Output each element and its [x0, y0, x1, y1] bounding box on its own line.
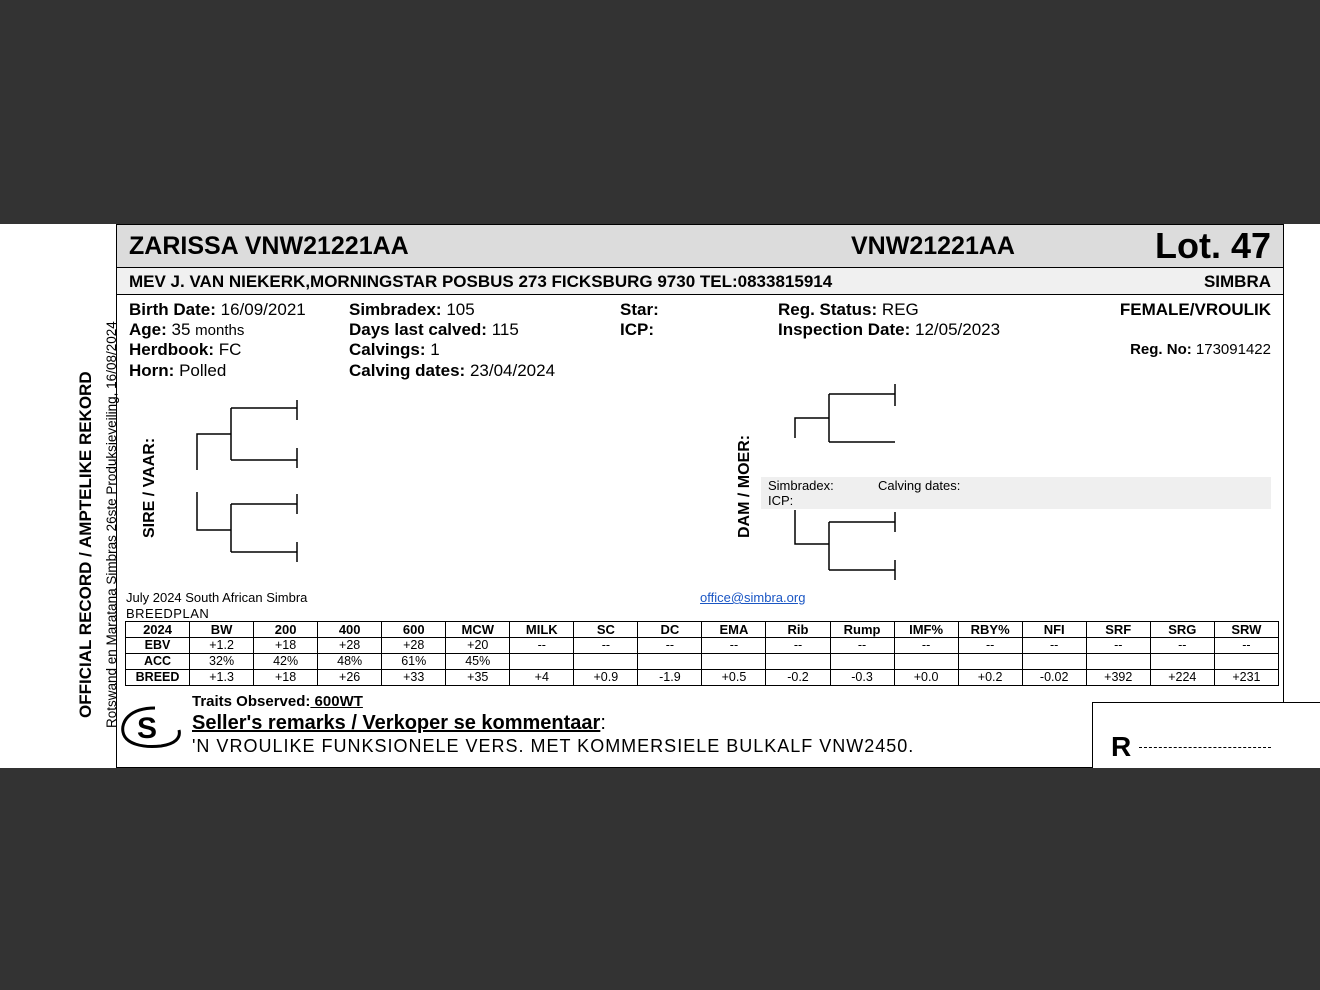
svg-text:S: S	[137, 712, 158, 745]
ebv-cell: 42%	[254, 654, 318, 670]
ebv-cell: -0.02	[1022, 670, 1086, 686]
ebv-cell: --	[1086, 638, 1150, 654]
simbradex: Simbradex: 105	[349, 300, 475, 319]
ebv-header-cell: IMF%	[894, 622, 958, 638]
dam-label: DAM / MOER:	[736, 434, 753, 538]
remarks-title: Seller's remarks / Verkoper se kommentaar:	[192, 712, 606, 734]
reg-status: Reg. Status: REG	[778, 300, 919, 319]
ebv-header-cell: 2024	[126, 622, 190, 638]
reg-no: Reg. No: 173091422	[1130, 341, 1271, 358]
ebv-cell: 45%	[446, 654, 510, 670]
traits-observed: Traits Observed: 600WT	[192, 693, 363, 710]
icp: ICP:	[620, 320, 654, 339]
ebv-cell: --	[702, 638, 766, 654]
ebv-cell: --	[830, 638, 894, 654]
ebv-cell: --	[510, 638, 574, 654]
ebv-header-cell: SRW	[1214, 622, 1278, 638]
ebv-cell: --	[766, 638, 830, 654]
inspection-date: Inspection Date: 12/05/2023	[778, 320, 1001, 339]
calving-dates: Calving dates: 23/04/2024	[349, 361, 556, 380]
birth-date: Birth Date: 16/09/2021	[129, 300, 306, 319]
dam-icp: ICP:	[768, 493, 794, 508]
remarks-text: 'N VROULIKE FUNKSIONELE VERS. MET KOMMERSIELE BULKALF VNW2450.	[192, 736, 915, 756]
ebv-cell: --	[1150, 638, 1214, 654]
ebv-header-cell: Rump	[830, 622, 894, 638]
ebv-cell: +18	[254, 670, 318, 686]
ebv-cell	[510, 654, 574, 670]
price-box	[1092, 702, 1320, 768]
ebv-row	[126, 638, 1279, 654]
ebv-cell: +4	[510, 670, 574, 686]
ebv-cell	[1150, 654, 1214, 670]
ebv-cell: +28	[382, 638, 446, 654]
ebv-cell: +224	[1150, 670, 1214, 686]
ebv-header-cell: MILK	[510, 622, 574, 638]
ebv-cell: +1.2	[190, 638, 254, 654]
herdbook: Herdbook: FC	[129, 340, 242, 359]
ebv-cell	[830, 654, 894, 670]
ebv-header-cell: NFI	[1022, 622, 1086, 638]
lot-number: Lot. 47	[1154, 225, 1271, 266]
ebv-cell	[702, 654, 766, 670]
ebv-header-cell: RBY%	[958, 622, 1022, 638]
ebv-row-label: BREED	[126, 670, 190, 686]
sire-pedigree-lines	[193, 396, 303, 566]
dam-calving-dates: Calving dates:	[878, 478, 961, 493]
ebv-cell	[638, 654, 702, 670]
ebv-row	[126, 670, 1279, 686]
email-link[interactable]: office@simbra.org	[700, 590, 806, 605]
animal-code: VNW21221AA	[851, 232, 1015, 260]
lot-card	[0, 224, 1320, 768]
ebv-cell: --	[958, 638, 1022, 654]
ebv-cell: +18	[254, 638, 318, 654]
ebv-cell: --	[1022, 638, 1086, 654]
ebv-cell: 32%	[190, 654, 254, 670]
owner-details: MEV J. VAN NIEKERK,MORNINGSTAR POSBUS 273 FICKSBURG 9730 TEL:0833815914	[129, 272, 833, 291]
ebv-header-cell: SRF	[1086, 622, 1150, 638]
ebv-cell: +0.5	[702, 670, 766, 686]
ebv-header-cell: 400	[318, 622, 382, 638]
ebv-cell: +33	[382, 670, 446, 686]
data-source: July 2024 South African Simbra	[126, 590, 308, 605]
ebv-table	[125, 621, 1279, 686]
sex-label: FEMALE/VROULIK	[1119, 300, 1271, 319]
ebv-cell: -1.9	[638, 670, 702, 686]
breedplan-label: BREEDPLAN	[126, 606, 210, 621]
ebv-cell	[1086, 654, 1150, 670]
age: Age: 35 months	[129, 320, 245, 339]
ebv-cell: +1.3	[190, 670, 254, 686]
ebv-cell	[1022, 654, 1086, 670]
ebv-header-cell: DC	[638, 622, 702, 638]
ebv-cell: +0.2	[958, 670, 1022, 686]
owner-bar	[117, 268, 1283, 295]
ebv-header-cell: Rib	[766, 622, 830, 638]
card-main	[116, 224, 1284, 768]
ebv-cell: +28	[318, 638, 382, 654]
ebv-cell: +0.9	[574, 670, 638, 686]
ebv-cell: -0.2	[766, 670, 830, 686]
ebv-row-label: ACC	[126, 654, 190, 670]
side-panel	[0, 224, 119, 768]
ebv-row	[126, 654, 1279, 670]
dam-pedigree-bottom-lines	[791, 510, 901, 582]
ebv-header-row	[126, 622, 1279, 638]
ebv-cell: --	[574, 638, 638, 654]
header-bar	[117, 224, 1283, 268]
star: Star:	[620, 300, 659, 319]
sale-name-label: Rotswand en Maratana Simbras 26ste Produksieveiling, 16/08/2024	[104, 321, 119, 728]
ebv-cell	[958, 654, 1022, 670]
breed-label: SIMBRA	[1203, 272, 1271, 291]
ebv-cell: +35	[446, 670, 510, 686]
horn: Horn: Polled	[129, 361, 227, 380]
ebv-header-cell: 600	[382, 622, 446, 638]
sire-label: SIRE / VAAR:	[141, 437, 158, 538]
official-record-label: OFFICIAL RECORD / AMPTELIKE REKORD	[76, 371, 95, 718]
ebv-header-cell: MCW	[446, 622, 510, 638]
calvings: Calvings: 1	[349, 340, 440, 359]
ebv-header-cell: SRG	[1150, 622, 1214, 638]
ebv-cell: -0.3	[830, 670, 894, 686]
ebv-header-cell: EMA	[702, 622, 766, 638]
price-currency: R	[1111, 731, 1132, 762]
ebv-cell: --	[894, 638, 958, 654]
price-line[interactable]	[1139, 747, 1271, 748]
ebv-cell: +26	[318, 670, 382, 686]
ebv-cell: 48%	[318, 654, 382, 670]
ebv-cell: +20	[446, 638, 510, 654]
ebv-row-label: EBV	[126, 638, 190, 654]
animal-name: ZARISSA VNW21221AA	[129, 232, 409, 260]
ebv-cell	[894, 654, 958, 670]
ebv-cell: 61%	[382, 654, 446, 670]
ebv-cell: --	[638, 638, 702, 654]
dam-info-box	[761, 477, 1271, 509]
ebv-header-cell: BW	[190, 622, 254, 638]
ebv-cell: +231	[1214, 670, 1278, 686]
ebv-cell	[574, 654, 638, 670]
ebv-header-cell: SC	[574, 622, 638, 638]
ebv-cell: --	[1214, 638, 1278, 654]
ebv-cell	[1214, 654, 1278, 670]
ebv-cell: +392	[1086, 670, 1150, 686]
dam-pedigree-top-lines	[791, 382, 901, 444]
simbra-logo-icon	[119, 702, 185, 757]
ebv-header-cell: 200	[254, 622, 318, 638]
days-last-calved: Days last calved: 115	[349, 320, 519, 339]
ebv-cell	[766, 654, 830, 670]
dam-simbradex: Simbradex:	[768, 478, 834, 493]
ebv-cell: +0.0	[894, 670, 958, 686]
